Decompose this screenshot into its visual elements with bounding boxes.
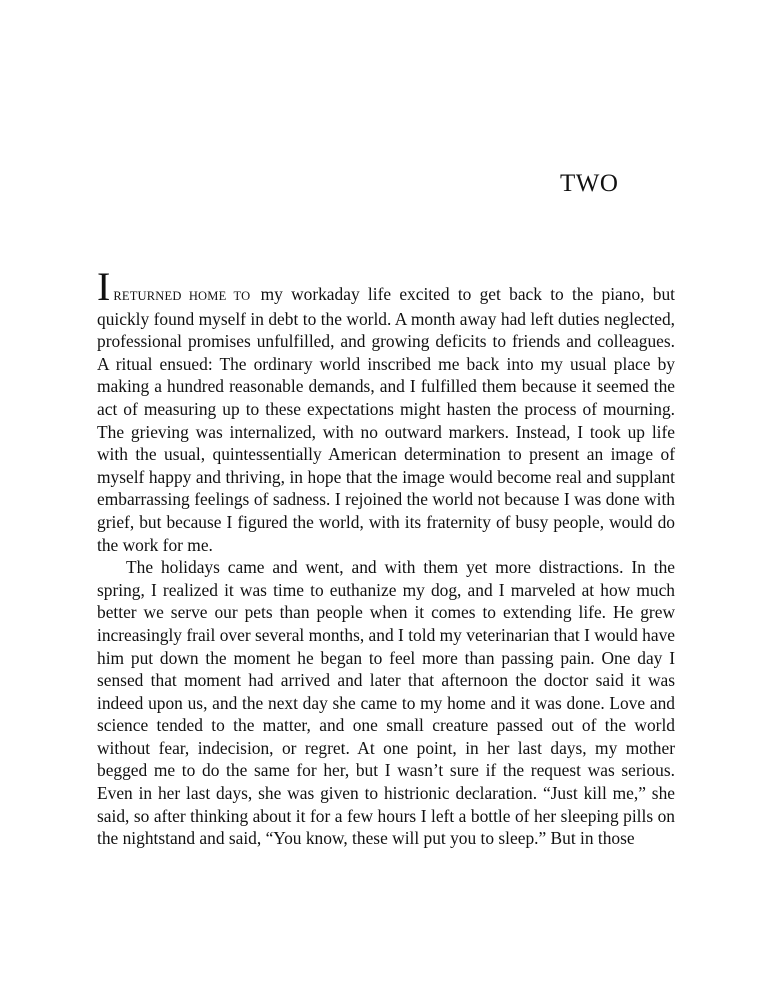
paragraph-1 (97, 264, 675, 556)
drop-cap: I (97, 264, 111, 309)
small-caps-lead-in: RETURNED HOME TO (113, 289, 251, 303)
paragraph-1-text: my workaday life excited to get back to the piano, but quickly found myself in debt to the world. A month away had left duties neglected, professional promises unfulfilled, and growing deficits to friends and colleagues. A ritual ensued: The ordinary world inscribed me back into my usual place by making a hundred reasonable demands, and I fulfilled them because it seemed the act of measuring up to these expectations might hasten the process of mourning. The grieving was internalized, with no outward markers. Instead, I took up life with the usual, quintessentially American determination to present an image of myself happy and thriving, in hope that the image would become real and supplant embarrassing feelings of sadness. I rejoined the world not because I was done with grief, but because I figured the world, with its fraternity of busy people, would do the work for me. (97, 284, 675, 555)
chapter-body (97, 264, 675, 850)
chapter-title: TWO (560, 170, 619, 197)
paragraph-2: The holidays came and went, and with them yet more distractions. In the spring, I realized it was time to euthanize my dog, and I marveled at how much better we serve our pets than people when it comes to extending life. He grew increasingly frail over several months, and I told my veterinarian that I would have him put down the moment he began to feel more than passing pain. One day I sensed that moment had arrived and later that afternoon the doctor said it was indeed upon us, and the next day she came to my home and it was done. Love and science tended to the matter, and one small creature passed out of the world without fear, indecision, or regret. At one point, in her last days, my mother begged me to do the same for her, but I wasn’t sure if the request was serious. Even in her last days, she was given to histrionic declaration. “Just kill me,” she said, so after thinking about it for a few hours I left a bottle of her sleeping pills on the nightstand and said, “You know, these will put you to sleep.” But in those (97, 557, 675, 849)
